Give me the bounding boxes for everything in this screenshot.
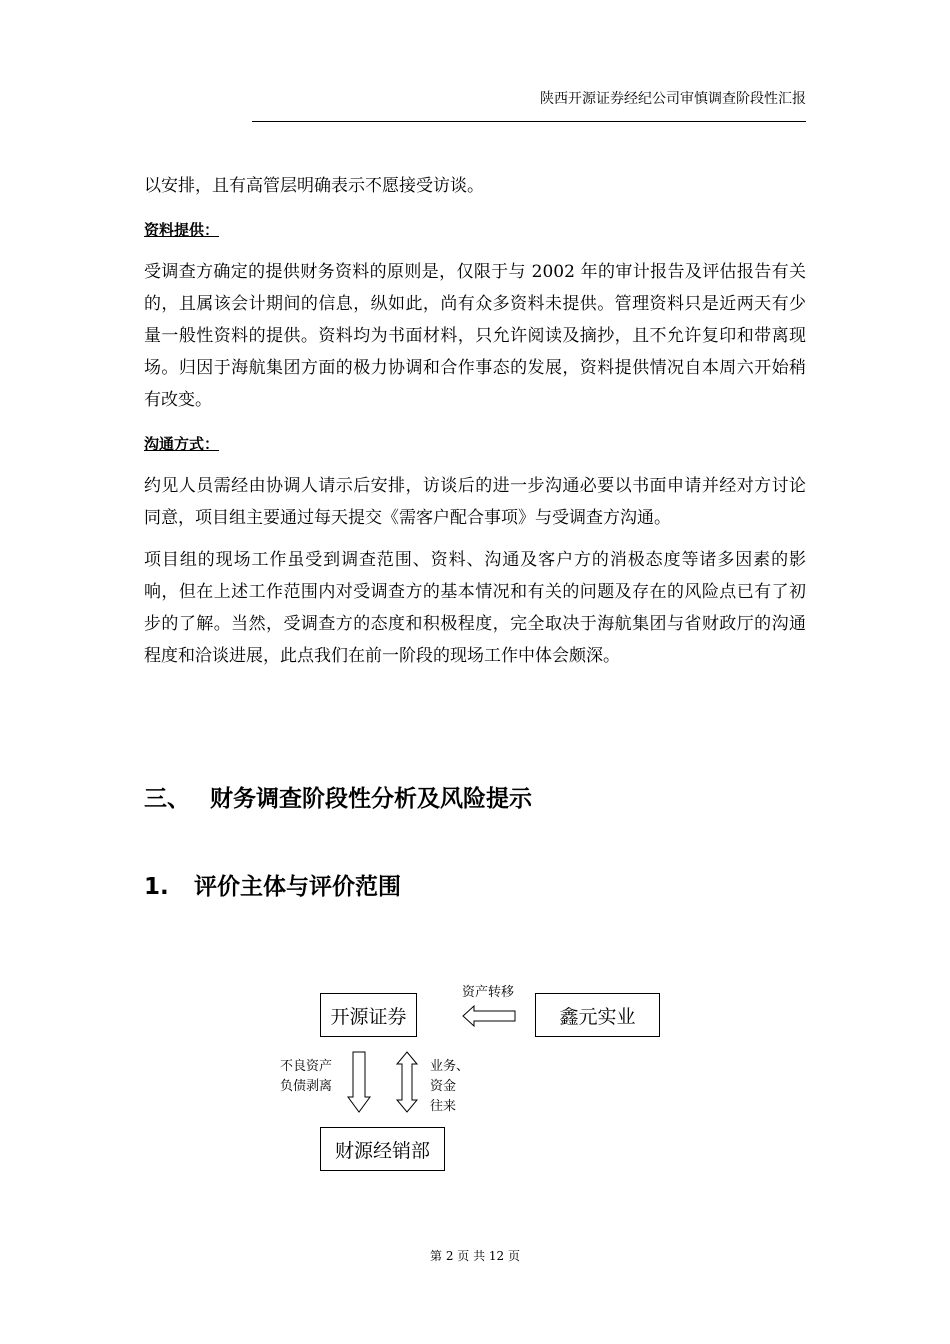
up-down-arrow-icon	[396, 1051, 418, 1113]
section-number: 三、	[144, 786, 190, 812]
label-business-line2: 资金	[430, 1079, 457, 1094]
section-heading-3	[144, 784, 532, 814]
left-arrow-icon	[462, 1005, 516, 1027]
paragraph-communication: 约见人员需经由协调人请示后安排，访谈后的进一步沟通必要以书面申请并经对方讨论同意，项目组主要通过每天提交《需客户配合事项》与受调查方沟通。	[144, 476, 806, 528]
box-kaiyuan-securities: 开源证券	[320, 993, 417, 1037]
subsection-title: 评价主体与评价范围	[194, 874, 401, 900]
page-header-title: 陕西开源证券经纪公司审慎调查阶段性汇报	[540, 90, 806, 106]
section-title: 财务调查阶段性分析及风险提示	[210, 786, 532, 812]
paragraph-materials: 受调查方确定的提供财务资料的原则是，仅限于与 2002 年的审计报告及评估报告有关的，且属该会计期间的信息，纵如此，尚有众多资料未提供。管理资料只是近两天有少量一般性资料的提供。资料均为书面材料，只允许阅读及摘抄，且不允许复印和带离现场。归因于海航集团方面的极力协调和合作事态的发展，资料提供情况自本周六开始稍有改变。	[144, 262, 806, 410]
down-arrow-icon	[347, 1051, 371, 1113]
paragraph-summary: 项目组的现场工作虽受到调查范围、资料、沟通及客户方的消极态度等诸多因素的影响，但在上述工作范围内对受调查方的基本情况和有关的问题及存在的风险点已有了初步的了解。当然，受调查方的态度和积极程度，完全取决于海航集团与省财政厅的沟通程度和洽谈进展，此点我们在前一阶段的现场工作中体会颇深。	[144, 550, 806, 666]
paragraph-continuation: 以安排，且有高管层明确表示不愿接受访谈。	[144, 176, 484, 196]
section-heading-3-1	[144, 872, 401, 902]
label-bad-assets-line1: 不良资产	[280, 1059, 333, 1074]
label-business-line3: 往来	[430, 1099, 457, 1114]
subsection-number: 1.	[144, 874, 169, 900]
subheading-materials: 资料提供：	[144, 221, 220, 239]
box-caiyuan-distribution: 财源经销部	[320, 1127, 445, 1171]
label-bad-assets-line2: 负债剥离	[280, 1079, 333, 1094]
subheading-communication: 沟通方式：	[144, 435, 220, 453]
box-xinyuan-industrial: 鑫元实业	[535, 993, 660, 1037]
label-asset-transfer: 资产转移	[462, 985, 515, 1000]
label-business-line1: 业务、	[430, 1059, 470, 1074]
page-number-footer: 第 2 页 共 12 页	[430, 1249, 520, 1263]
header-divider	[252, 121, 806, 122]
